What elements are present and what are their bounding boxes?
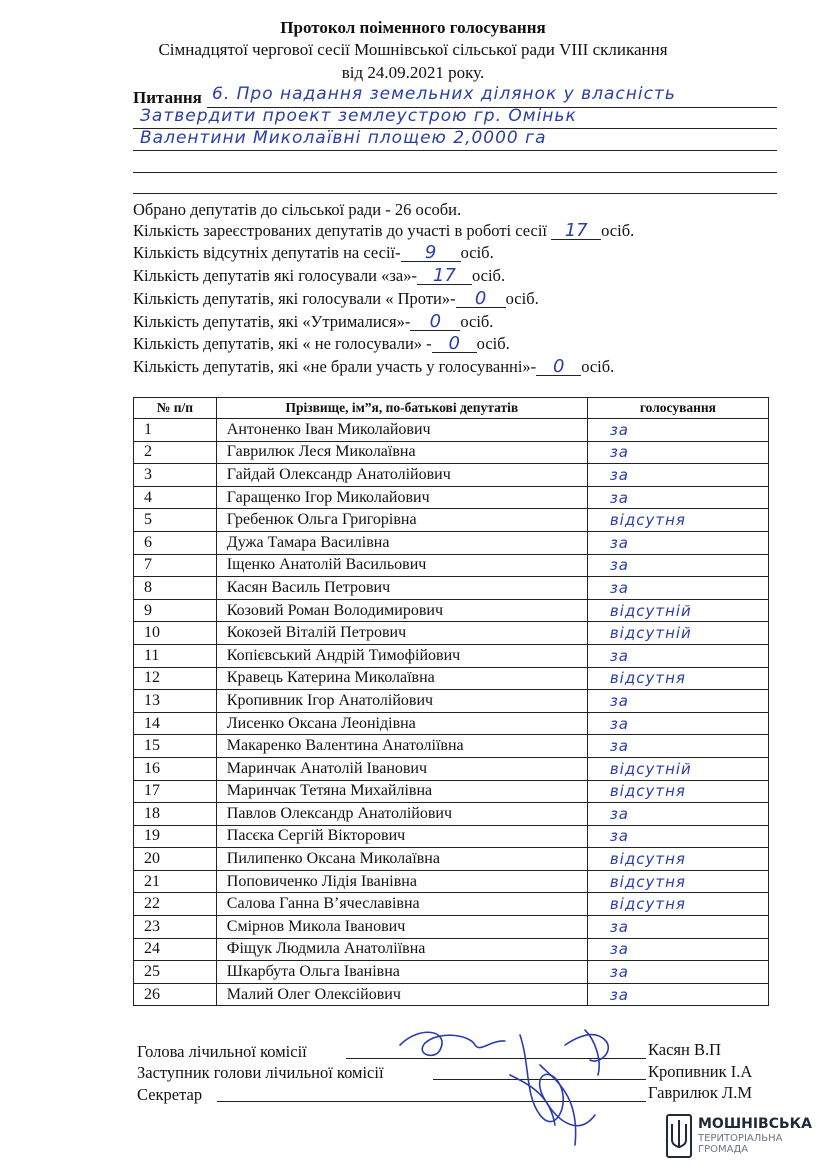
- document-title: Протокол поіменного голосування: [280, 18, 546, 37]
- question-rule-5: [133, 193, 777, 194]
- stat-elected: Обрано депутатів до сільської ради - 26 особи.: [133, 200, 462, 219]
- question-handwritten-2: Затвердити проект землеустрою гр. Оміньк: [140, 106, 577, 126]
- row-number: 23: [134, 916, 217, 939]
- row-vote: за: [587, 441, 768, 464]
- row-number: 17: [134, 780, 217, 803]
- row-vote: за: [587, 554, 768, 577]
- table-row: [134, 531, 769, 554]
- row-name: Макаренко Валентина Анатоліївна: [216, 735, 587, 758]
- row-number: 21: [134, 870, 217, 893]
- row-name: Кропивник Ігор Анатолійович: [216, 690, 587, 713]
- row-vote: відсутній: [587, 622, 768, 645]
- row-number: 7: [134, 554, 217, 577]
- stat-absent: Кількість відсутніх депутатів на сесії- 9 осіб.: [133, 242, 494, 263]
- table-row: [134, 712, 769, 735]
- row-vote: за: [587, 825, 768, 848]
- table-row: [134, 780, 769, 803]
- row-name: Антоненко Іван Миколайович: [216, 419, 587, 442]
- row-name: Кокозей Віталій Петрович: [216, 622, 587, 645]
- chair-signature: [400, 1032, 505, 1055]
- row-vote: за: [587, 983, 768, 1006]
- header-name: Прізвище, ім”я, по-батькові депутатів: [216, 398, 587, 419]
- row-name: Гайдай Олександр Анатолійович: [216, 464, 587, 487]
- stat-registered-value: 17: [551, 223, 601, 240]
- row-name: Пилипенко Оксана Миколаївна: [216, 848, 587, 871]
- row-number: 19: [134, 825, 217, 848]
- table-row: [134, 622, 769, 645]
- question-handwritten-1: 6. Про надання земельних ділянок у власність: [212, 84, 676, 104]
- header-number: № п/п: [134, 398, 217, 419]
- row-name: Гаврилюк Леся Миколаївна: [216, 441, 587, 464]
- row-name: Копієвський Андрій Тимофійович: [216, 644, 587, 667]
- table-row: [134, 757, 769, 780]
- row-vote: відсутня: [587, 893, 768, 916]
- table-row: [134, 916, 769, 939]
- row-vote: за: [587, 464, 768, 487]
- row-vote: відсутній: [587, 757, 768, 780]
- row-number: 14: [134, 712, 217, 735]
- table-row: [134, 690, 769, 713]
- table-row: [134, 419, 769, 442]
- stat-for-value: 17: [417, 268, 472, 285]
- row-number: 4: [134, 486, 217, 509]
- table-row: [134, 938, 769, 961]
- row-vote: за: [587, 531, 768, 554]
- row-name: Маринчак Анатолій Іванович: [216, 757, 587, 780]
- chair-name: Касян В.П: [648, 1040, 722, 1059]
- row-name: Фіщук Людмила Анатоліївна: [216, 938, 587, 961]
- row-name: Дужа Тамара Василівна: [216, 531, 587, 554]
- row-name: Іщенко Анатолій Васильович: [216, 554, 587, 577]
- row-vote: за: [587, 577, 768, 600]
- row-number: 2: [134, 441, 217, 464]
- row-vote: відсутня: [587, 509, 768, 532]
- table-header-row: [134, 398, 769, 419]
- row-number: 6: [134, 531, 217, 554]
- chair-label: Голова лічильної комісії: [137, 1042, 307, 1061]
- stat-absent-value: 9: [401, 245, 461, 262]
- table-row: [134, 893, 769, 916]
- table-row: [134, 825, 769, 848]
- row-number: 26: [134, 983, 217, 1006]
- row-vote: за: [587, 961, 768, 984]
- table-row: [134, 441, 769, 464]
- row-name: Поповиченко Лідія Іванівна: [216, 870, 587, 893]
- row-vote: відсутня: [587, 780, 768, 803]
- row-vote: за: [587, 419, 768, 442]
- table-row: [134, 509, 769, 532]
- row-number: 22: [134, 893, 217, 916]
- row-vote: за: [587, 486, 768, 509]
- table-row: [134, 848, 769, 871]
- row-name: Пасєка Сергій Вікторович: [216, 825, 587, 848]
- row-vote: відсутня: [587, 848, 768, 871]
- stat-not-voted: Кількість депутатів, які « не голосували» - 0 осіб.: [133, 333, 510, 354]
- document-date: від 24.09.2021 року.: [341, 63, 485, 82]
- deputy-name: Кропивник І.А: [648, 1062, 753, 1081]
- row-number: 12: [134, 667, 217, 690]
- row-number: 25: [134, 961, 217, 984]
- table-row: [134, 961, 769, 984]
- table-row: [134, 983, 769, 1006]
- secretary-label: Секретар: [137, 1085, 203, 1104]
- table-row: [134, 554, 769, 577]
- question-label: Питання: [133, 88, 202, 107]
- signature-scribbles: [380, 1005, 680, 1155]
- stat-not-participated: Кількість депутатів, які «не брали участь у голосуванні»- 0 осіб.: [133, 356, 615, 377]
- stat-against-value: 0: [456, 291, 506, 308]
- row-vote: за: [587, 644, 768, 667]
- row-number: 8: [134, 577, 217, 600]
- row-name: Павлов Олександр Анатолійович: [216, 803, 587, 826]
- row-name: Шкарбута Ольга Іванівна: [216, 961, 587, 984]
- question-rule-4: [133, 172, 777, 173]
- stat-not-participated-value: 0: [536, 359, 581, 376]
- row-vote: за: [587, 938, 768, 961]
- row-number: 11: [134, 644, 217, 667]
- logo-line-1: МОШНІВСЬКА: [698, 1116, 812, 1132]
- row-number: 13: [134, 690, 217, 713]
- deputy-label: Заступник голови лічильної комісії: [137, 1063, 384, 1082]
- row-number: 18: [134, 803, 217, 826]
- table-row: [134, 803, 769, 826]
- stat-not-voted-value: 0: [432, 336, 477, 353]
- row-number: 10: [134, 622, 217, 645]
- question-handwritten-3: Валентини Миколаївні площею 2,0000 га: [140, 128, 547, 148]
- row-number: 24: [134, 938, 217, 961]
- table-row: [134, 870, 769, 893]
- deputy-signature: [520, 1035, 608, 1126]
- row-vote: відсутній: [587, 599, 768, 622]
- table-row: [134, 667, 769, 690]
- row-name: Салова Ганна В’ячеславівна: [216, 893, 587, 916]
- row-number: 5: [134, 509, 217, 532]
- row-number: 20: [134, 848, 217, 871]
- table-row: [134, 644, 769, 667]
- row-name: Гаращенко Ігор Миколайович: [216, 486, 587, 509]
- table-row: [134, 735, 769, 758]
- votes-table: [133, 397, 769, 1006]
- row-vote: за: [587, 735, 768, 758]
- row-vote: за: [587, 712, 768, 735]
- stat-against: Кількість депутатів, які голосували « Проти»- 0 осіб.: [133, 288, 539, 309]
- row-number: 1: [134, 419, 217, 442]
- secretary-name: Гаврилюк Л.М: [648, 1083, 753, 1102]
- table-row: [134, 464, 769, 487]
- table-row: [134, 486, 769, 509]
- trident-icon: [666, 1114, 692, 1158]
- stat-abstained: Кількість депутатів, які «Утрималися»- 0 осіб.: [133, 311, 494, 332]
- row-name: Смірнов Микола Іванович: [216, 916, 587, 939]
- stat-registered: Кількість зареєстрованих депутатів до участі в роботі сесії 17 осіб.: [133, 220, 635, 241]
- community-logo: [666, 1114, 816, 1162]
- row-name: Малий Олег Олексійович: [216, 983, 587, 1006]
- row-name: Гребенюк Ольга Григорівна: [216, 509, 587, 532]
- logo-line-2-3: ТЕРИТОРІАЛЬНА ГРОМАДА: [698, 1133, 783, 1155]
- row-name: Кравець Катерина Миколаївна: [216, 667, 587, 690]
- question-rule-3: [133, 150, 777, 151]
- header-vote: голосування: [587, 398, 768, 419]
- row-vote: за: [587, 916, 768, 939]
- row-name: Касян Василь Петрович: [216, 577, 587, 600]
- row-vote: за: [587, 803, 768, 826]
- stat-for: Кількість депутатів які голосували «за»- 17 осіб.: [133, 265, 506, 286]
- table-row: [134, 577, 769, 600]
- row-vote: відсутня: [587, 870, 768, 893]
- row-vote: за: [587, 690, 768, 713]
- row-number: 16: [134, 757, 217, 780]
- table-row: [134, 599, 769, 622]
- row-name: Козовий Роман Володимирович: [216, 599, 587, 622]
- stat-abstained-value: 0: [410, 314, 460, 331]
- row-number: 3: [134, 464, 217, 487]
- row-vote: відсутня: [587, 667, 768, 690]
- document-subtitle: Сімнадцятої чергової сесії Мошнівської сільської ради VIII скликання: [158, 40, 668, 59]
- row-number: 9: [134, 599, 217, 622]
- row-name: Маринчак Тетяна Михайлівна: [216, 780, 587, 803]
- row-number: 15: [134, 735, 217, 758]
- row-name: Лисенко Оксана Леонідівна: [216, 712, 587, 735]
